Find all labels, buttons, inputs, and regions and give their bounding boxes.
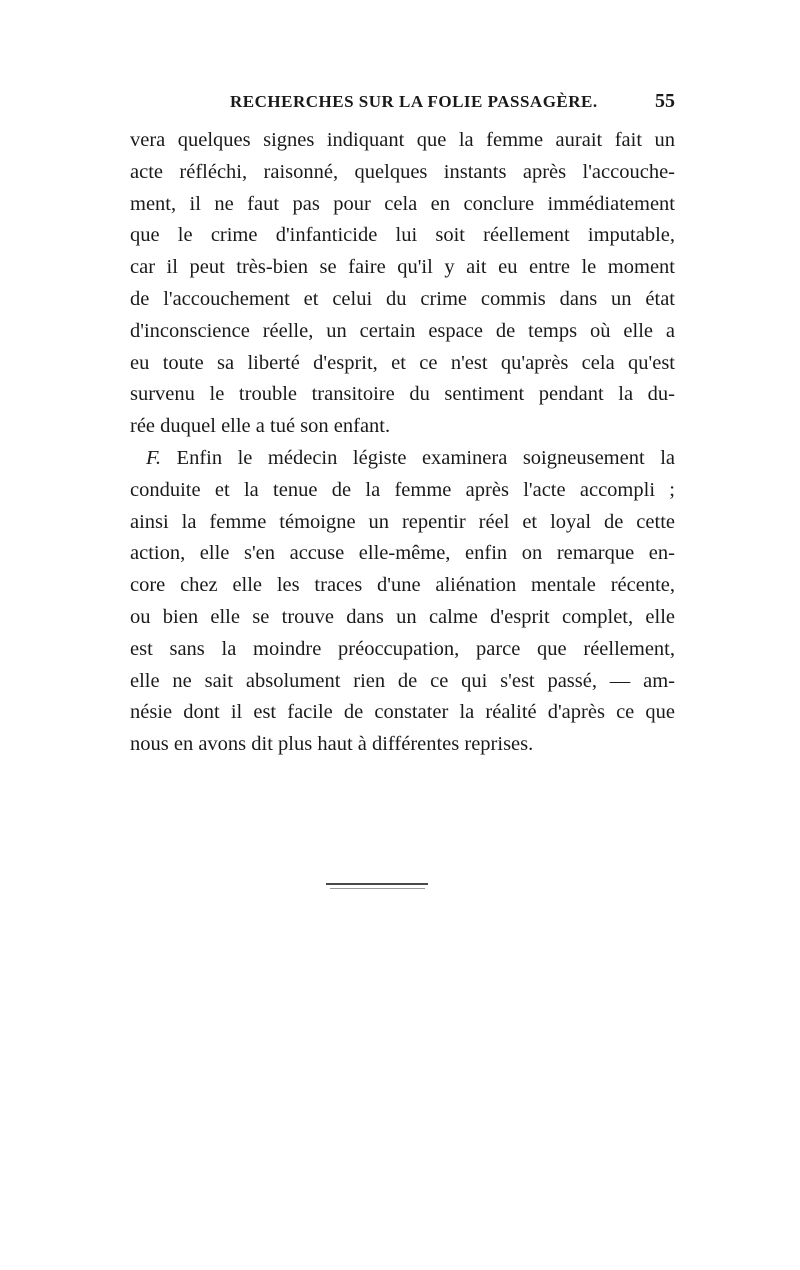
text-line: nésie dont il est facile de constater la réalité d'après ce que <box>130 701 675 724</box>
text-line: rée duquel elle a tué son enfant. <box>130 415 391 438</box>
text-line: ainsi la femme témoigne un repentir réel et loyal de cette <box>130 510 675 533</box>
text-line: core chez elle les traces d'une aliénation mentale récente, <box>130 574 675 597</box>
text-line: eu toute sa liberté d'esprit, et ce n'est qu'après cela qu'est <box>130 351 675 374</box>
text-line: ment, il ne faut pas pour cela en conclure immédiatement <box>130 192 675 215</box>
text-line: car il peut très-bien se faire qu'il y ait eu entre le moment <box>130 256 675 279</box>
section-marker: F. <box>146 446 162 469</box>
text-line: action, elle s'en accuse elle-même, enfin on remarque en- <box>130 542 675 565</box>
paragraph-first-line <box>130 443 675 475</box>
page-number: 55 <box>655 90 675 112</box>
end-rule-secondary <box>330 888 425 889</box>
text-line: acte réfléchi, raisonné, quelques instants après l'accouche- <box>130 160 675 183</box>
running-title: RECHERCHES SUR LA FOLIE PASSAGÈRE. <box>230 92 598 111</box>
end-rule <box>326 883 428 885</box>
text-line: d'inconscience réelle, un certain espace de temps où elle a <box>130 319 675 342</box>
text-line: ou bien elle se trouve dans un calme d'esprit complet, elle <box>130 605 675 628</box>
paragraph-first-line-text: Enfin le médecin légiste examinera soigneusement la <box>161 446 675 469</box>
text-line: vera quelques signes indiquant que la femme aurait fait un <box>130 129 675 151</box>
text-line: est sans la moindre préoccupation, parce que réellement, <box>130 637 675 660</box>
text-line: conduite et la tenue de la femme après l'acte accompli ; <box>130 478 675 501</box>
text-line: de l'accouchement et celui du crime commis dans un état <box>130 287 675 310</box>
running-head <box>130 92 675 116</box>
text-line: nous en avons dit plus haut à différentes reprises. <box>130 733 534 756</box>
text-line: survenu le trouble transitoire du sentiment pendant la du- <box>130 383 675 406</box>
body-text <box>130 125 675 761</box>
text-line: elle ne sait absolument rien de ce qui s'est passé, — am- <box>130 669 675 692</box>
text-line: que le crime d'infanticide lui soit réellement imputable, <box>130 224 675 247</box>
